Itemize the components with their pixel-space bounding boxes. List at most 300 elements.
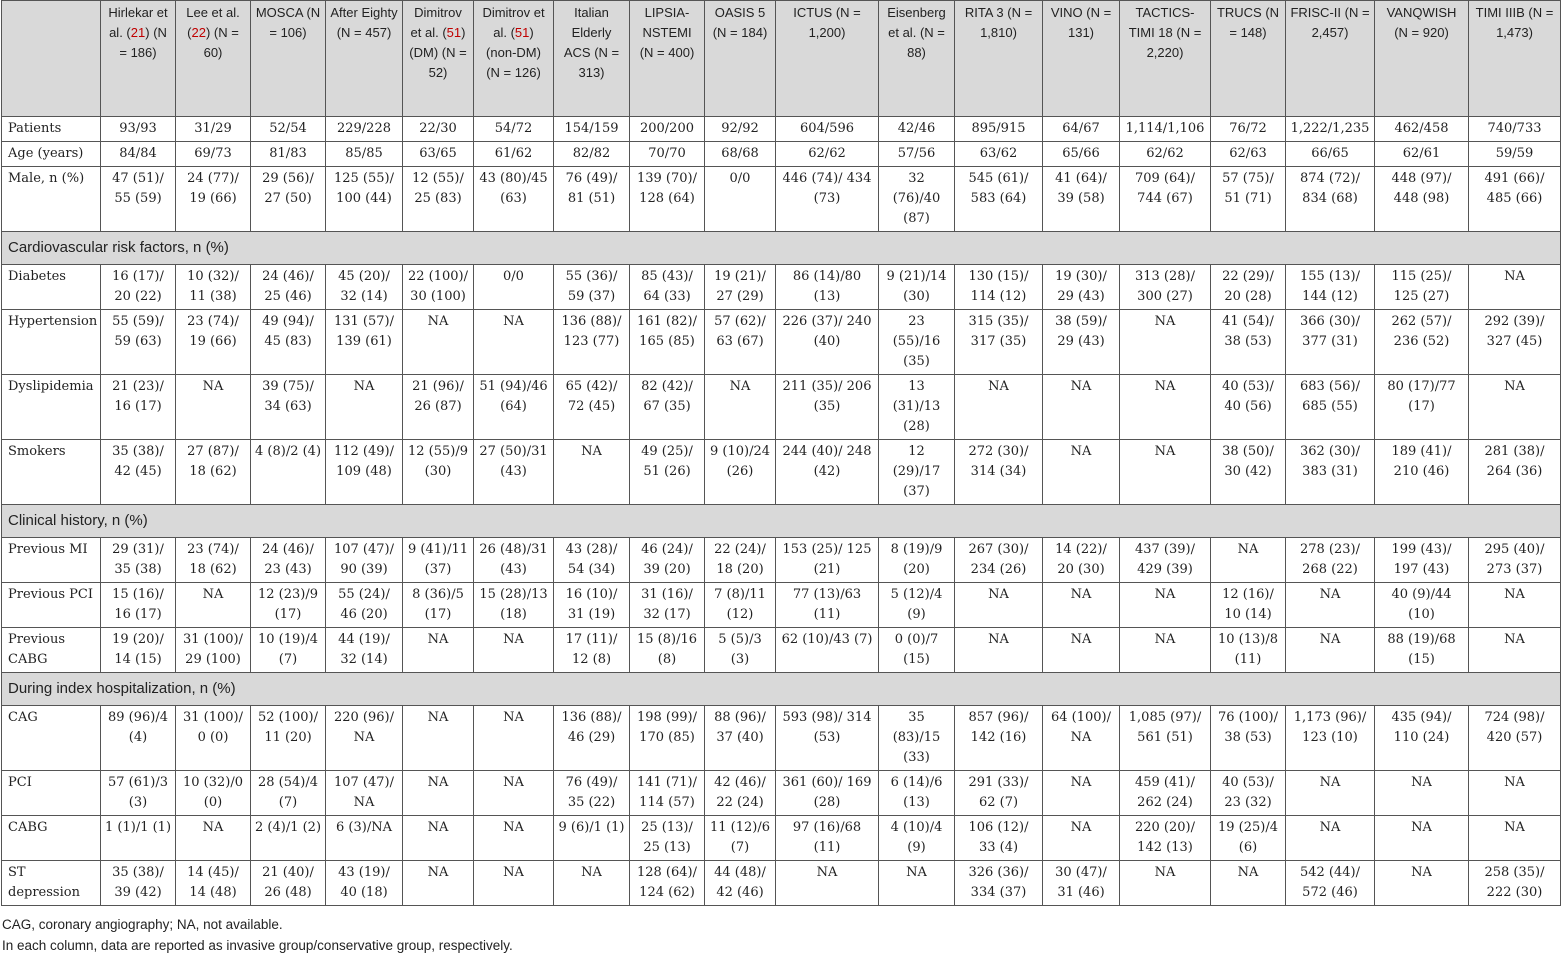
table-cell: NA [1286,583,1375,628]
table-cell: 35 (38)/ 42 (45) [101,440,176,505]
table-header-row [2,1,1561,117]
table-cell: 64 (100)/ NA [1043,706,1120,771]
table-cell: 459 (41)/ 262 (24) [1120,771,1211,816]
table-cell: NA [554,861,630,906]
table-cell: NA [1469,771,1561,816]
sample-size: (N = 2,457) [1311,5,1370,40]
table-cell: 130 (15)/ 114 (12) [955,265,1043,310]
table-cell: 92/92 [705,117,776,142]
table-cell: NA [176,375,251,440]
sample-size: (N = 457) [336,25,392,40]
study-name: OASIS 5 [714,5,766,20]
row-label: Previous MI [2,538,101,583]
table-cell: 76 (49)/ 81 (51) [554,167,630,232]
reference-link[interactable]: 21 [130,25,146,40]
sample-size: (N = 131) [1067,5,1112,40]
table-cell: NA [1043,583,1120,628]
table-cell: 10 (32)/ 11 (38) [176,265,251,310]
table-cell: 153 (25)/ 125 (21) [776,538,879,583]
table-row [2,167,1561,232]
table-cell: 62/61 [1375,142,1469,167]
table-cell: NA [474,861,554,906]
table-cell: 1,114/1,106 [1120,117,1211,142]
table-cell: 23 (74)/ 19 (66) [176,310,251,375]
table-cell: 88 (19)/68 (15) [1375,628,1469,673]
table-cell: 106 (12)/ 33 (4) [955,816,1043,861]
table-cell: 27 (87)/ 18 (62) [176,440,251,505]
table-cell: NA [403,706,474,771]
table-cell: 9 (21)/14 (30) [879,265,955,310]
reference-link[interactable]: 51 [514,25,530,40]
table-cell: NA [403,771,474,816]
table-cell: 281 (38)/ 264 (36) [1469,440,1561,505]
table-cell: 31 (16)/ 32 (17) [630,583,705,628]
table-cell: 97 (16)/68 (11) [776,816,879,861]
table-cell: 64/67 [1043,117,1120,142]
table-cell: NA [1120,861,1211,906]
table-cell: NA [1469,265,1561,310]
table-cell: 683 (56)/ 685 (55) [1286,375,1375,440]
study-name: After Eighty [330,5,398,20]
table-cell: 21 (23)/ 16 (17) [101,375,176,440]
table-cell: 211 (35)/ 206 (35) [776,375,879,440]
table-cell: 63/62 [955,142,1043,167]
table-cell: 63/65 [403,142,474,167]
column-header [1211,1,1286,117]
table-cell: 315 (35)/ 317 (35) [955,310,1043,375]
table-cell: 128 (64)/ 124 (62) [630,861,705,906]
table-cell: 19 (25)/4 (6) [1211,816,1286,861]
table-cell: 4 (8)/2 (4) [251,440,326,505]
table-cell: 740/733 [1469,117,1561,142]
corner-cell [2,1,101,117]
section-header-row [2,232,1561,265]
table-cell: 57 (75)/ 51 (71) [1211,167,1286,232]
table-cell: 45 (20)/ 32 (14) [326,265,403,310]
sample-size: (N = 400) [639,45,695,60]
table-cell: 272 (30)/ 314 (34) [955,440,1043,505]
table-cell: 292 (39)/ 327 (45) [1469,310,1561,375]
table-cell: NA [403,816,474,861]
column-header [955,1,1043,117]
table-cell: 141 (71)/ 114 (57) [630,771,705,816]
table-cell: 52 (100)/ 11 (20) [251,706,326,771]
table-row [2,706,1561,771]
column-header [403,1,474,117]
table-cell: 85 (43)/ 64 (33) [630,265,705,310]
table-cell: 68/68 [705,142,776,167]
sample-size: (N = 1,810) [980,5,1033,40]
table-cell: 593 (98)/ 314 (53) [776,706,879,771]
table-cell: NA [1120,310,1211,375]
table-cell: 10 (13)/8 (11) [1211,628,1286,673]
table-cell: 107 (47)/ NA [326,771,403,816]
table-cell: 16 (17)/ 20 (22) [101,265,176,310]
table-cell: 17 (11)/ 12 (8) [554,628,630,673]
table-cell: 189 (41)/ 210 (46) [1375,440,1469,505]
study-name: Dimitrov et al. ( [410,5,462,40]
table-cell: 5 (12)/4 (9) [879,583,955,628]
reference-link[interactable]: 51 [446,25,462,40]
table-cell: 62/62 [1120,142,1211,167]
section-title: Cardiovascular risk factors, n (%) [2,232,1561,265]
table-cell: 55 (36)/ 59 (37) [554,265,630,310]
table-cell: 6 (14)/6 (13) [879,771,955,816]
column-header [1120,1,1211,117]
table-cell: 107 (47)/ 90 (39) [326,538,403,583]
table-cell: 23 (55)/16 (35) [879,310,955,375]
sample-size: (N = 1,473) [1496,5,1554,40]
sample-size: (N = 148) [1229,5,1280,40]
table-cell: 435 (94)/ 110 (24) [1375,706,1469,771]
table-row [2,117,1561,142]
table-cell: NA [1211,538,1286,583]
table-cell: 19 (21)/ 27 (29) [705,265,776,310]
column-header [1286,1,1375,117]
table-cell: 69/73 [176,142,251,167]
study-name: TRUCS [1216,5,1262,20]
table-cell: 52/54 [251,117,326,142]
table-cell: 19 (30)/ 29 (43) [1043,265,1120,310]
table-cell: NA [326,375,403,440]
row-label: Patients [2,117,101,142]
table-cell: 857 (96)/ 142 (16) [955,706,1043,771]
table-cell: 198 (99)/ 170 (85) [630,706,705,771]
table-cell: 115 (25)/ 125 (27) [1375,265,1469,310]
table-cell: 362 (30)/ 383 (31) [1286,440,1375,505]
study-name-suffix: ) [205,25,211,40]
table-cell: 86 (14)/80 (13) [776,265,879,310]
table-cell: 24 (46)/ 23 (43) [251,538,326,583]
table-row [2,628,1561,673]
table-cell: 46 (24)/ 39 (20) [630,538,705,583]
table-cell: 542 (44)/ 572 (46) [1286,861,1375,906]
table-cell: 21 (96)/ 26 (87) [403,375,474,440]
table-cell: 22 (24)/ 18 (20) [705,538,776,583]
table-cell: NA [403,861,474,906]
table-cell: 291 (33)/ 62 (7) [955,771,1043,816]
row-label: Smokers [2,440,101,505]
table-cell: NA [1120,583,1211,628]
table-cell: 131 (57)/ 139 (61) [326,310,403,375]
table-cell: 42/46 [879,117,955,142]
table-cell: 491 (66)/ 485 (66) [1469,167,1561,232]
table-cell: 12 (23)/9 (17) [251,583,326,628]
table-cell: 12 (29)/17 (37) [879,440,955,505]
table-cell: 39 (75)/ 34 (63) [251,375,326,440]
sample-size: (N = 313) [578,45,620,80]
study-name: TACTICS-TIMI 18 [1128,5,1195,40]
table-cell: 244 (40)/ 248 (42) [776,440,879,505]
reference-link[interactable]: 22 [191,25,206,40]
table-cell: 42 (46)/ 22 (24) [705,771,776,816]
section-header-row [2,505,1561,538]
table-cell: 29 (31)/ 35 (38) [101,538,176,583]
table-row [2,265,1561,310]
table-cell: NA [1469,816,1561,861]
study-name: LIPSIA-NSTEMI [642,5,692,40]
row-label: Male, n (%) [2,167,101,232]
row-label: Diabetes [2,265,101,310]
table-cell: 62/63 [1211,142,1286,167]
column-header [474,1,554,117]
table-cell: NA [474,706,554,771]
table-cell: 35 (83)/15 (33) [879,706,955,771]
row-label: ST depression [2,861,101,906]
row-label: Dyslipidemia [2,375,101,440]
table-cell: 70/70 [630,142,705,167]
table-cell: 24 (46)/ 25 (46) [251,265,326,310]
row-label: CABG [2,816,101,861]
table-cell: NA [1286,816,1375,861]
table-cell: 139 (70)/ 128 (64) [630,167,705,232]
table-cell: 28 (54)/4 (7) [251,771,326,816]
table-cell: 43 (28)/ 54 (34) [554,538,630,583]
table-cell: NA [1286,771,1375,816]
table-cell: 82/82 [554,142,630,167]
table-cell: 61/62 [474,142,554,167]
table-cell: 12 (16)/ 10 (14) [1211,583,1286,628]
table-cell: 226 (37)/ 240 (40) [776,310,879,375]
table-cell: 545 (61)/ 583 (64) [955,167,1043,232]
table-cell: 8 (36)/5 (17) [403,583,474,628]
study-name-suffix: ) (non-DM) [486,25,541,60]
table-cell: 22/30 [403,117,474,142]
sample-size: (N = 60) [203,25,239,60]
sample-size: (N = 88) [907,25,945,60]
table-cell: 41 (64)/ 39 (58) [1043,167,1120,232]
table-cell: 11 (12)/6 (7) [705,816,776,861]
sample-size: (N = 126) [486,65,541,80]
table-cell: NA [1120,375,1211,440]
table-cell: 41 (54)/ 38 (53) [1211,310,1286,375]
table-cell: 57 (62)/ 63 (67) [705,310,776,375]
study-name: VANQWISH [1386,5,1457,20]
table-cell: 22 (100)/ 30 (100) [403,265,474,310]
column-header [1043,1,1120,117]
table-cell: 19 (20)/ 14 (15) [101,628,176,673]
table-cell: 361 (60)/ 169 (28) [776,771,879,816]
study-name: Hirlekar et al. ( [108,5,168,40]
table-cell: 38 (59)/ 29 (43) [1043,310,1120,375]
table-cell: 16 (10)/ 31 (19) [554,583,630,628]
table-cell: 40 (53)/ 40 (56) [1211,375,1286,440]
table-cell: 54/72 [474,117,554,142]
study-name-suffix: ) (DM) [409,25,466,60]
table-cell: 76 (49)/ 35 (22) [554,771,630,816]
table-cell: 895/915 [955,117,1043,142]
study-name: Eisenberg et al. [887,5,946,40]
table-row [2,440,1561,505]
table-cell: 295 (40)/ 273 (37) [1469,538,1561,583]
table-cell: 8 (19)/9 (20) [879,538,955,583]
table-cell: NA [705,375,776,440]
table-cell: 366 (30)/ 377 (31) [1286,310,1375,375]
table-cell: NA [1286,628,1375,673]
table-row [2,816,1561,861]
table-cell: 40 (9)/44 (10) [1375,583,1469,628]
table-row [2,861,1561,906]
column-header [776,1,879,117]
table-row [2,310,1561,375]
study-name: Dimitrov et al. ( [482,5,545,40]
column-header [1375,1,1469,117]
table-cell: NA [403,628,474,673]
table-cell: 313 (28)/ 300 (27) [1120,265,1211,310]
table-cell: NA [1120,440,1211,505]
table-cell: 31 (100)/ 0 (0) [176,706,251,771]
table-cell: 125 (55)/ 100 (44) [326,167,403,232]
table-cell: 604/596 [776,117,879,142]
table-cell: 27 (50)/31 (43) [474,440,554,505]
table-cell: 5 (5)/3 (3) [705,628,776,673]
sample-size: (N = 52) [428,45,467,80]
table-cell: 446 (74)/ 434 (73) [776,167,879,232]
table-cell: 59/59 [1469,142,1561,167]
column-header [554,1,630,117]
table-cell: NA [955,628,1043,673]
table-cell: 49 (25)/ 51 (26) [630,440,705,505]
table-cell: 43 (80)/45 (63) [474,167,554,232]
table-cell: NA [403,310,474,375]
table-cell: 262 (57)/ 236 (52) [1375,310,1469,375]
table-cell: 9 (6)/1 (1) [554,816,630,861]
table-cell: 136 (88)/ 46 (29) [554,706,630,771]
table-cell: NA [1043,816,1120,861]
table-cell: 21 (40)/ 26 (48) [251,861,326,906]
row-label: Previous PCI [2,583,101,628]
row-label: Age (years) [2,142,101,167]
table-cell: 220 (96)/ NA [326,706,403,771]
table-cell: 22 (29)/ 20 (28) [1211,265,1286,310]
study-name: ICTUS [793,5,833,20]
table-cell: 874 (72)/ 834 (68) [1286,167,1375,232]
table-cell: 15 (28)/13 (18) [474,583,554,628]
table-cell: 30 (47)/ 31 (46) [1043,861,1120,906]
table-cell: 154/159 [554,117,630,142]
table-cell: NA [1043,628,1120,673]
table-cell: 57/56 [879,142,955,167]
table-cell: 136 (88)/ 123 (77) [554,310,630,375]
sample-size: (N = 186) [119,25,167,60]
study-name-suffix: ) [145,25,150,40]
table-cell: 31 (100)/ 29 (100) [176,628,251,673]
table-cell: NA [1043,771,1120,816]
column-header [879,1,955,117]
column-header [101,1,176,117]
table-cell: 14 (45)/ 14 (48) [176,861,251,906]
table-cell: NA [474,816,554,861]
sample-size: (N = 1,200) [808,5,861,40]
table-cell: NA [1375,861,1469,906]
table-cell: 51 (94)/46 (64) [474,375,554,440]
table-cell: NA [474,310,554,375]
table-cell: 26 (48)/31 (43) [474,538,554,583]
table-cell: 77 (13)/63 (11) [776,583,879,628]
table-row [2,375,1561,440]
table-cell: 89 (96)/4 (4) [101,706,176,771]
table-cell: 88 (96)/ 37 (40) [705,706,776,771]
table-cell: 76 (100)/ 38 (53) [1211,706,1286,771]
table-cell: NA [1375,816,1469,861]
table-cell: 25 (13)/ 25 (13) [630,816,705,861]
table-cell: NA [776,861,879,906]
row-label: Previous CABG [2,628,101,673]
table-cell: 47 (51)/ 55 (59) [101,167,176,232]
table-cell: 81/83 [251,142,326,167]
section-title: During index hospitalization, n (%) [2,673,1561,706]
table-cell: 112 (49)/ 109 (48) [326,440,403,505]
section-title: Clinical history, n (%) [2,505,1561,538]
table-cell: 10 (19)/4 (7) [251,628,326,673]
sample-size: (N = 2,220) [1146,25,1202,60]
table-cell: 155 (13)/ 144 (12) [1286,265,1375,310]
table-cell: 7 (8)/11 (12) [705,583,776,628]
table-row [2,771,1561,816]
table-cell: 0/0 [705,167,776,232]
table-cell: 258 (35)/ 222 (30) [1469,861,1561,906]
table-cell: 724 (98)/ 420 (57) [1469,706,1561,771]
table-cell: 24 (77)/ 19 (66) [176,167,251,232]
table-cell: NA [1043,375,1120,440]
study-name: Lee et al. ( [186,5,240,40]
row-label: PCI [2,771,101,816]
table-cell: 15 (16)/ 16 (17) [101,583,176,628]
table-row [2,583,1561,628]
table-cell: 55 (24)/ 46 (20) [326,583,403,628]
table-cell: 9 (41)/11 (37) [403,538,474,583]
table-cell: 326 (36)/ 334 (37) [955,861,1043,906]
table-cell: 62/62 [776,142,879,167]
table-cell: 13 (31)/13 (28) [879,375,955,440]
table-cell: 161 (82)/ 165 (85) [630,310,705,375]
table-cell: 1,173 (96)/ 123 (10) [1286,706,1375,771]
table-cell: 80 (17)/77 (17) [1375,375,1469,440]
table-cell: 44 (48)/ 42 (46) [705,861,776,906]
table-cell: NA [474,628,554,673]
table-cell: 23 (74)/ 18 (62) [176,538,251,583]
table-cell: 448 (97)/ 448 (98) [1375,167,1469,232]
table-cell: 267 (30)/ 234 (26) [955,538,1043,583]
table-cell: 35 (38)/ 39 (42) [101,861,176,906]
table-cell: NA [955,375,1043,440]
study-name: RITA 3 [964,5,1004,20]
table-cell: 44 (19)/ 32 (14) [326,628,403,673]
table-cell: NA [1469,628,1561,673]
study-name: MOSCA [255,5,303,20]
column-header [705,1,776,117]
table-cell: 15 (8)/16 (8) [630,628,705,673]
table-cell: 199 (43)/ 197 (43) [1375,538,1469,583]
column-header [251,1,326,117]
table-cell: NA [1043,440,1120,505]
table-row [2,142,1561,167]
table-cell: 278 (23)/ 268 (22) [1286,538,1375,583]
table-body [2,117,1561,906]
sample-size: (N = 106) [269,5,321,40]
column-header [630,1,705,117]
sample-size: (N = 184) [712,25,768,40]
study-name: TIMI IIIB [1475,5,1525,20]
table-cell: 229/228 [326,117,403,142]
table-cell: 31/29 [176,117,251,142]
table-cell: 1,222/1,235 [1286,117,1375,142]
table-cell: 84/84 [101,142,176,167]
table-cell: 55 (59)/ 59 (63) [101,310,176,375]
footnote-abbreviations: CAG, coronary angiography; NA, not available. [2,917,283,932]
table-cell: NA [554,440,630,505]
table-cell: 2 (4)/1 (2) [251,816,326,861]
